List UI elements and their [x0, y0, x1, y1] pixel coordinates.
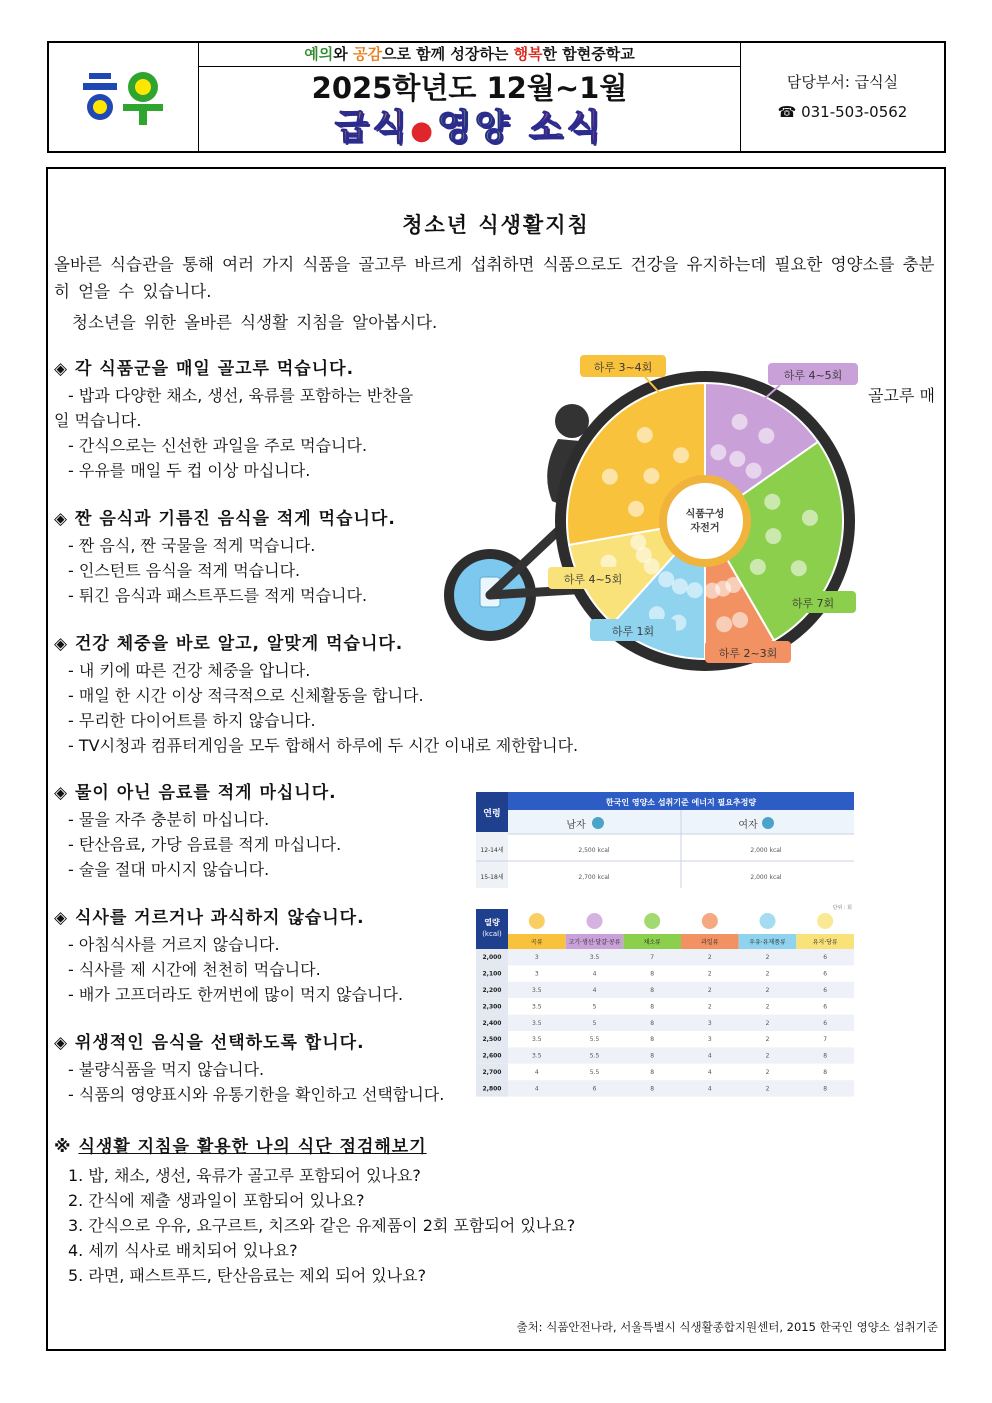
checklist-item: 5. 라면, 패스트푸드, 탄산음료는 제외 되어 있나요?	[68, 1266, 427, 1285]
serving-label-text: 하루 7회	[791, 597, 835, 610]
food-item-icon	[732, 414, 748, 430]
serving-cell: 5.5	[589, 1036, 600, 1044]
serving-cell: 2	[765, 954, 770, 962]
guideline-item: - 불량식품을 먹지 않습니다.	[68, 1060, 265, 1079]
guideline-item: - 우유를 매일 두 컵 이상 마십니다.	[68, 461, 311, 480]
food-group-icon	[587, 913, 603, 929]
serving-cell: 2	[765, 1036, 770, 1044]
serving-cell: 6	[592, 1085, 597, 1093]
serving-cell: 3.5	[532, 1019, 542, 1027]
title-part-news: 소식	[528, 108, 605, 148]
food-group-header: 곡류	[531, 939, 543, 946]
serving-cell: 3.5	[532, 987, 542, 994]
serving-cell: 8	[823, 1052, 828, 1060]
food-item-icon	[672, 578, 688, 594]
motto-word-happy: 행복	[513, 45, 543, 63]
guideline-item: - 간식으로는 신선한 과일을 주로 먹습니다.	[68, 436, 368, 455]
title-dot: ●	[410, 116, 437, 146]
serving-cell: 2	[707, 1003, 712, 1011]
serving-cell: 8	[823, 1069, 828, 1076]
guideline-item: - TV시청과 컴퓨터게임을 모두 합해서 하루에 두 시간 이내로 제한합니다.	[68, 736, 579, 755]
guideline-item: - 튀긴 음식과 패스트푸드를 적게 먹습니다.	[68, 586, 368, 605]
kcal-cell: 2,300	[482, 1003, 502, 1011]
food-group-header: 유지·당류	[812, 939, 838, 946]
food-item-icon	[729, 451, 745, 467]
wheel-center-label: 자전거	[690, 523, 720, 534]
serving-count-table	[476, 901, 854, 1097]
col-kcal-unit: (kcal)	[482, 930, 502, 938]
serving-cell: 8	[650, 987, 655, 994]
school-logo-icon	[81, 67, 167, 127]
motto-text: 으로 함께 성장하는	[381, 45, 514, 63]
age-cell: 15-18세	[480, 874, 504, 881]
serving-cell: 4	[534, 1085, 539, 1093]
guideline-item-wrap: 일 먹습니다.	[54, 411, 142, 430]
kcal-cell: 2,400	[482, 1019, 502, 1027]
unit-label: 단위 : 회	[832, 905, 852, 911]
guideline-section-5	[54, 906, 403, 1007]
checklist-item: 1. 밥, 채소, 생선, 육류가 골고루 포함되어 있나요?	[68, 1166, 421, 1185]
serving-cell: 8	[650, 970, 655, 978]
table-row	[476, 1080, 854, 1096]
department: 담당부서: 급식실	[786, 73, 899, 91]
kcal-cell: 2,700	[482, 1069, 502, 1076]
intro-paragraph: 올바른 식습관을 통해 여러 가지 식품을 골고루 바르게 섭취하면 식품으로도 건강을 유지하는데 필요한 영양소를 충분히 얻을 수 있습니다.	[54, 255, 935, 301]
guideline-item: - 인스턴트 음식을 적게 먹습니다.	[68, 561, 301, 580]
serving-cell: 3	[534, 954, 539, 962]
serving-cell: 2	[707, 987, 712, 994]
serving-cell: 2	[707, 954, 712, 962]
guideline-item: - 식사를 제 시간에 천천히 먹습니다.	[68, 960, 321, 979]
serving-cell: 2	[765, 970, 770, 978]
section-heading: ◈ 물이 아닌 음료를 적게 마십니다.	[54, 783, 337, 803]
female-kcal-cell: 2,000 kcal	[750, 874, 782, 881]
serving-cell: 8	[823, 1085, 828, 1093]
female-avatar-icon	[762, 817, 774, 829]
serving-cell: 2	[765, 1052, 770, 1060]
checklist-prefix: ※	[54, 1137, 79, 1157]
food-group-header: 고기·생선·달걀·콩류	[568, 939, 621, 946]
source-citation: 출처: 식품안전나라, 서울특별시 식생활종합지원센터, 2015 한국인 영양소 섭취기준	[516, 1320, 938, 1334]
guideline-item: - 무리한 다이어트를 하지 않습니다.	[68, 711, 316, 730]
food-bicycle-illustration	[440, 351, 868, 681]
serving-cell: 8	[650, 1069, 655, 1076]
col-female: 여자	[738, 820, 758, 831]
guideline-item: - 탄산음료, 가당 음료를 적게 마십니다.	[68, 835, 342, 854]
serving-cell: 7	[650, 954, 655, 962]
serving-cell: 2	[765, 987, 770, 994]
serving-cell: 8	[650, 1019, 655, 1027]
food-item-icon	[637, 427, 653, 443]
guideline-item: - 식품의 영양표시와 유통기한을 확인하고 선택합니다.	[68, 1085, 445, 1104]
serving-label-fruit	[705, 641, 791, 663]
serving-cell: 7	[823, 1036, 828, 1044]
food-group-icon	[529, 913, 545, 929]
serving-label-oil	[548, 567, 638, 589]
table-row	[476, 949, 854, 965]
food-item-icon	[791, 560, 807, 576]
serving-cell: 4	[592, 970, 597, 978]
serving-cell: 4	[707, 1052, 712, 1060]
serving-label-text: 하루 1회	[611, 625, 655, 638]
kcal-cell: 2,100	[482, 970, 502, 978]
guideline-item: - 물을 자주 충분히 마십니다.	[68, 810, 270, 829]
serving-cell: 6	[823, 954, 828, 962]
food-item-icon	[628, 501, 644, 517]
serving-cell: 6	[823, 987, 828, 994]
food-item-icon	[643, 468, 659, 484]
guideline-item: - 짠 음식, 짠 국물을 적게 먹습니다.	[68, 536, 316, 555]
food-item-icon	[658, 571, 674, 587]
main-content	[46, 167, 946, 1351]
serving-label-veg	[770, 591, 856, 613]
serving-cell: 4	[592, 987, 597, 994]
food-item-icon	[704, 583, 720, 599]
kcal-cell: 2,500	[482, 1036, 502, 1044]
food-item-icon	[630, 534, 646, 550]
serving-cell: 3	[707, 1036, 712, 1044]
food-item-icon	[732, 612, 748, 628]
section-heading: ◈ 짠 음식과 기름진 음식을 적게 먹습니다.	[54, 509, 396, 529]
serving-cell: 8	[650, 1036, 655, 1044]
energy-table-title: 한국인 영양소 섭취기준 에너지 필요추정량	[605, 798, 757, 807]
section-heading: ◈ 각 식품군을 매일 골고루 먹습니다.	[54, 359, 355, 379]
title-part-nutrition: 영양	[436, 108, 513, 148]
food-item-icon	[716, 616, 732, 632]
checklist-heading	[54, 1135, 575, 1160]
page-title: 청소년 식생활지침	[402, 213, 590, 237]
food-group-icon	[817, 913, 833, 929]
food-group-header: 과일류	[701, 939, 719, 946]
col-male: 남자	[566, 820, 586, 831]
section-heading: ◈ 건강 체중을 바로 알고, 알맞게 먹습니다.	[54, 634, 404, 654]
male-kcal-cell: 2,700 kcal	[578, 874, 610, 881]
serving-cell: 3	[707, 1019, 712, 1027]
motto-word-courtesy: 예의	[304, 45, 334, 63]
serving-cell: 5	[592, 1019, 597, 1027]
serving-label-text: 하루 3~4회	[593, 361, 653, 374]
serving-cell: 3.5	[532, 1036, 542, 1044]
motto-text: 와	[333, 45, 353, 63]
col-age: 연령	[483, 809, 501, 819]
serving-cell: 2	[707, 970, 712, 978]
checklist-item: 3. 간식으로 우유, 요구르트, 치즈와 같은 유제품이 2회 포함되어 있나요?	[68, 1216, 576, 1235]
serving-cell: 2	[765, 1085, 770, 1093]
table-row	[476, 965, 854, 981]
male-kcal-cell: 2,500 kcal	[578, 847, 610, 854]
serving-cell: 6	[823, 1003, 828, 1011]
food-item-icon	[802, 510, 818, 526]
guideline-item: - 배가 고프더라도 한꺼번에 많이 먹지 않습니다.	[68, 985, 404, 1004]
food-group-icon	[760, 913, 776, 929]
contact-info	[741, 43, 944, 151]
serving-label-text: 하루 4~5회	[563, 573, 623, 586]
serving-cell: 2	[765, 1069, 770, 1076]
menu-checklist	[54, 1135, 575, 1288]
guideline-item: - 내 키에 따른 건강 체중을 압니다.	[68, 661, 311, 680]
title-part-meal: 급식	[334, 108, 411, 148]
serving-label-text: 하루 2~3회	[718, 647, 778, 660]
kcal-cell: 2,600	[482, 1052, 502, 1060]
guideline-item: - 아침식사를 거르지 않습니다.	[68, 935, 280, 954]
food-item-icon	[758, 428, 774, 444]
serving-cell: 3.5	[532, 1003, 542, 1011]
checklist-item: 4. 세끼 식사로 배치되어 있나요?	[68, 1241, 298, 1260]
serving-cell: 4	[707, 1085, 712, 1093]
serving-cell: 5.5	[589, 1052, 600, 1060]
guideline-item-continued: 골고루 매	[868, 386, 935, 405]
serving-cell: 3.5	[532, 1052, 542, 1060]
serving-cell: 4	[534, 1069, 539, 1076]
food-item-icon	[710, 444, 726, 460]
food-item-icon	[673, 447, 689, 463]
motto-text: 한 함현중학교	[542, 45, 635, 63]
serving-label-text: 하루 4~5회	[783, 369, 843, 382]
section-heading: ◈ 식사를 거르거나 과식하지 않습니다.	[54, 908, 365, 928]
food-group-header: 우유·유제품류	[749, 939, 786, 946]
food-item-icon	[765, 528, 781, 544]
newsletter-title	[199, 107, 740, 152]
serving-cell: 6	[823, 970, 828, 978]
guideline-section-4	[54, 781, 341, 882]
newsletter-header	[47, 41, 946, 153]
food-item-icon	[687, 582, 703, 598]
kcal-cell: 2,800	[482, 1085, 502, 1093]
serving-cell: 2	[765, 1019, 770, 1027]
guideline-section-2	[54, 507, 396, 608]
checklist-title: 식생활 지침을 활용한 나의 식단 점검해보기	[78, 1137, 427, 1157]
food-item-icon	[746, 463, 762, 479]
guideline-section-6	[54, 1031, 444, 1107]
serving-cell: 6	[823, 1019, 828, 1027]
food-group-header: 채소류	[643, 939, 661, 946]
food-item-icon	[764, 494, 780, 510]
serving-cell: 4	[707, 1069, 712, 1076]
serving-cell: 8	[650, 1052, 655, 1060]
kcal-cell: 2,000	[482, 954, 502, 962]
serving-cell: 8	[650, 1003, 655, 1011]
wheel-center-label: 식품구성	[685, 509, 725, 520]
motto-word-empathy: 공감	[352, 45, 382, 63]
serving-cell: 5	[592, 1003, 597, 1011]
checklist-item: 2. 간식에 제출 생과일이 포함되어 있나요?	[68, 1191, 365, 1210]
col-kcal: 열량	[484, 918, 500, 927]
food-item-icon	[602, 469, 618, 485]
phone-number: ☎ 031-503-0562	[777, 103, 908, 121]
serving-cell: 3.5	[589, 954, 600, 962]
serving-cell: 5.5	[589, 1069, 600, 1076]
school-motto	[199, 43, 740, 67]
serving-cell: 2	[765, 1003, 770, 1011]
serving-cell: 3	[534, 970, 539, 978]
serving-cell: 8	[650, 1085, 655, 1093]
female-kcal-cell: 2,000 kcal	[750, 847, 782, 854]
food-group-icon	[644, 913, 660, 929]
food-group-icon	[702, 913, 718, 929]
table-row	[476, 1064, 854, 1080]
intro-sentence: 청소년을 위한 올바른 식생활 지침을 알아봅시다.	[72, 313, 438, 332]
guideline-item: - 밥과 다양한 채소, 생선, 육류를 포함하는 반찬을	[68, 386, 414, 405]
school-logo	[49, 43, 199, 151]
newsletter-period: 2025학년도 12월~1월	[311, 71, 628, 105]
age-cell: 12-14세	[480, 847, 504, 854]
guideline-item: - 술을 절대 마시지 않습니다.	[68, 860, 270, 879]
section-heading: ◈ 위생적인 음식을 선택하도록 합니다.	[54, 1033, 365, 1053]
food-item-icon	[750, 559, 766, 575]
energy-requirement-table	[476, 792, 854, 888]
male-avatar-icon	[592, 817, 604, 829]
kcal-cell: 2,200	[482, 987, 502, 994]
serving-label-milk	[590, 619, 676, 641]
guideline-item: - 매일 한 시간 이상 적극적으로 신체활동을 합니다.	[68, 686, 424, 705]
